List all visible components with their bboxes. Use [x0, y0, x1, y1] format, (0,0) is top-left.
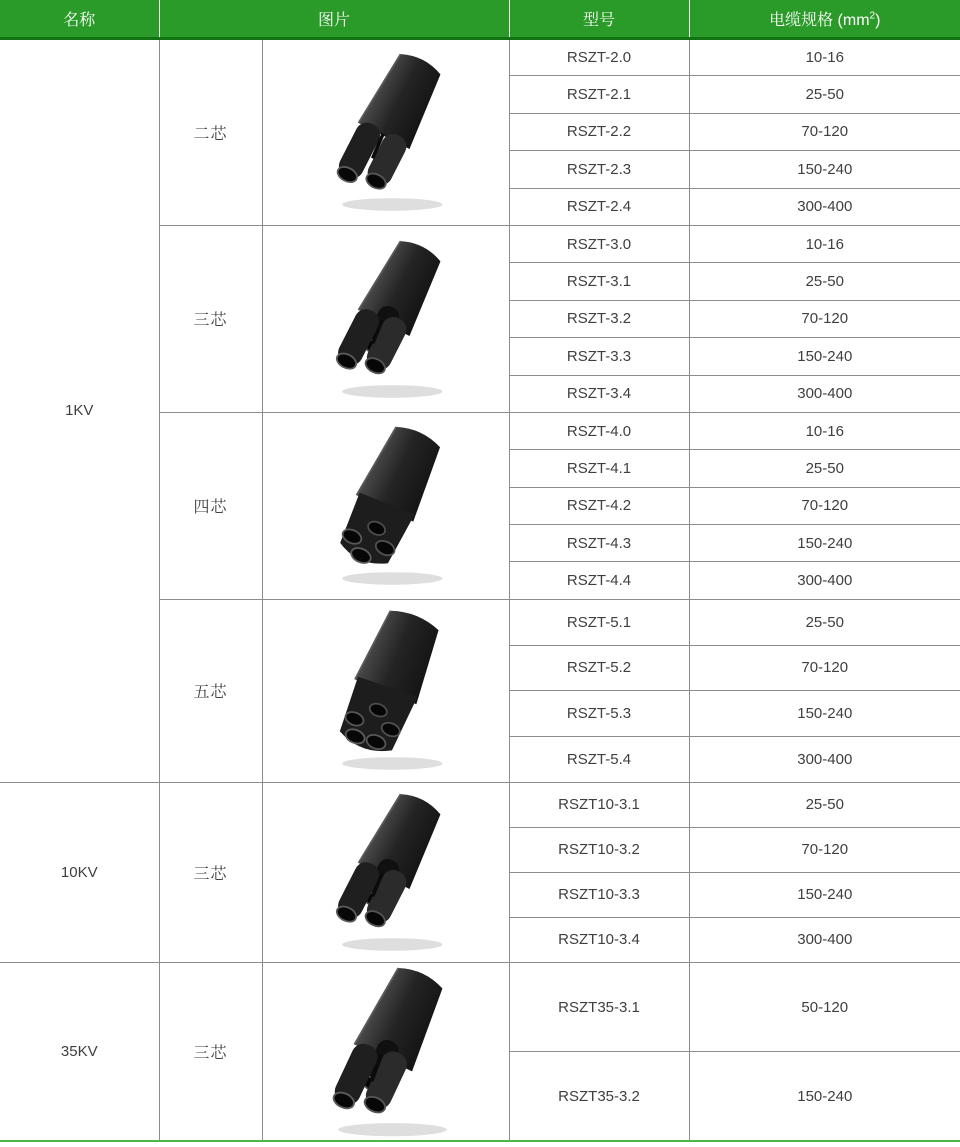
model-cell: RSZT-5.2: [509, 645, 689, 691]
header-spec: [689, 0, 960, 39]
header-picture: 图片: [159, 0, 509, 39]
model-cell: RSZT-4.1: [509, 450, 689, 487]
product-photo-cell: [262, 962, 509, 1141]
cores-cell: 三芯: [159, 962, 262, 1141]
model-cell: RSZT-2.2: [509, 113, 689, 150]
spec-cell: 70-120: [689, 645, 960, 691]
cores-cell: 五芯: [159, 599, 262, 782]
model-cell: RSZT-5.3: [509, 691, 689, 737]
model-cell: RSZT-2.1: [509, 76, 689, 113]
model-cell: RSZT-4.0: [509, 412, 689, 449]
voltage-cell: 35KV: [0, 962, 159, 1141]
header-model: 型号: [509, 0, 689, 39]
product-photo-5core: [301, 607, 471, 775]
header-spec-suffix: ): [875, 12, 881, 29]
model-cell: RSZT35-3.2: [509, 1052, 689, 1142]
spec-cell: 10-16: [689, 39, 960, 76]
product-photo-cell: [262, 39, 509, 226]
model-cell: RSZT-4.4: [509, 562, 689, 599]
model-cell: RSZT10-3.3: [509, 872, 689, 917]
model-cell: RSZT-3.4: [509, 375, 689, 412]
product-photo-3core: [301, 788, 471, 956]
model-cell: RSZT-3.0: [509, 225, 689, 262]
product-photo-cell: [262, 782, 509, 962]
model-cell: RSZT-2.4: [509, 188, 689, 225]
product-photo-2core: [301, 48, 471, 216]
spec-cell: 50-120: [689, 962, 960, 1052]
model-cell: RSZT35-3.1: [509, 962, 689, 1052]
table-row: [0, 962, 960, 1052]
cores-cell: 二芯: [159, 39, 262, 226]
spec-cell: 25-50: [689, 782, 960, 827]
product-photo-4core: [301, 422, 471, 590]
product-photo-cell: [262, 225, 509, 412]
spec-cell: 300-400: [689, 375, 960, 412]
header-spec-superscript: 2: [869, 10, 876, 22]
spec-cell: 25-50: [689, 76, 960, 113]
spec-cell: 70-120: [689, 300, 960, 337]
spec-cell: 70-120: [689, 487, 960, 524]
spec-cell: 150-240: [797, 1087, 853, 1105]
model-cell: RSZT10-3.1: [509, 782, 689, 827]
spec-cell: 150-240: [689, 151, 960, 188]
header-spec-prefix: 电缆规格 (mm: [769, 12, 870, 29]
table-row: [0, 39, 960, 76]
spec-cell: 25-50: [689, 450, 960, 487]
spec-cell: 70-120: [689, 113, 960, 150]
header-row: [0, 0, 960, 39]
cores-cell: 四芯: [159, 412, 262, 599]
spec-cell: 150-240: [689, 872, 960, 917]
spec-cell: 150-240: [689, 338, 960, 375]
cores-cell: 三芯: [159, 782, 262, 962]
model-cell: RSZT10-3.4: [509, 917, 689, 962]
spec-cell: 70-120: [689, 827, 960, 872]
model-cell: RSZT-5.1: [509, 599, 689, 645]
voltage-cell: 1KV: [0, 39, 159, 783]
model-cell: RSZT-2.0: [509, 39, 689, 76]
product-photo-cell: [262, 599, 509, 782]
spec-cell: 300-400: [689, 562, 960, 599]
voltage-cell: 10KV: [0, 782, 159, 962]
model-cell: RSZT-3.3: [509, 338, 689, 375]
product-photo-3core: [297, 965, 475, 1139]
model-cell: RSZT10-3.2: [509, 827, 689, 872]
model-cell: RSZT-2.3: [509, 151, 689, 188]
header-name: 名称: [0, 0, 159, 39]
model-cell: RSZT-5.4: [509, 737, 689, 783]
product-photo-3core: [301, 235, 471, 403]
table-row: [0, 782, 960, 827]
cores-cell: 三芯: [159, 225, 262, 412]
spec-cell: 150-240: [689, 525, 960, 562]
spec-cell: 300-400: [689, 737, 960, 783]
model-cell: RSZT-3.2: [509, 300, 689, 337]
spec-cell: 150-240: [689, 691, 960, 737]
spec-cell: 25-50: [689, 599, 960, 645]
spec-cell: 25-50: [689, 263, 960, 300]
model-cell: RSZT-3.1: [509, 263, 689, 300]
spec-cell: 300-400: [689, 188, 960, 225]
spec-cell: 10-16: [689, 412, 960, 449]
product-photo-cell: [262, 412, 509, 599]
model-cell: RSZT-4.3: [509, 525, 689, 562]
model-cell: RSZT-4.2: [509, 487, 689, 524]
spec-cell: 300-400: [689, 917, 960, 962]
spec-cell: 10-16: [689, 225, 960, 262]
